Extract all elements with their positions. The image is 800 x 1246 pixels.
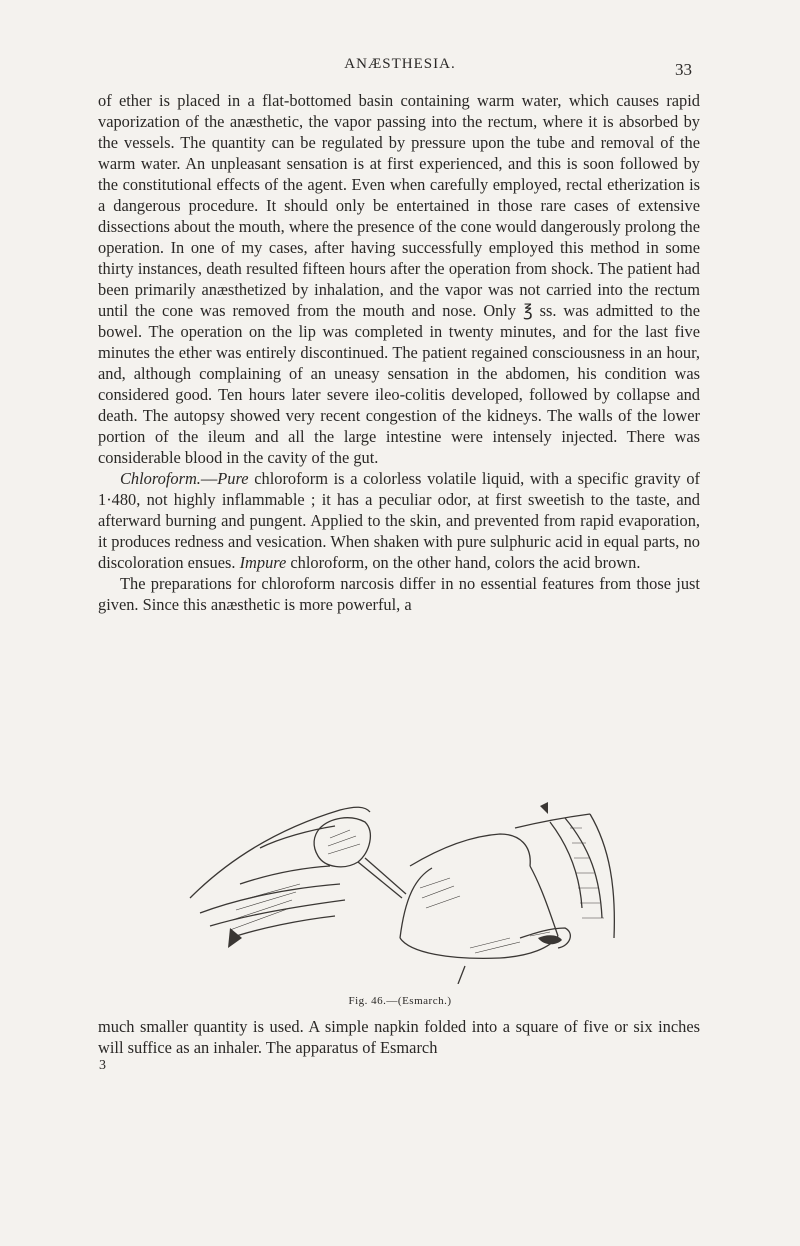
figure-esmarch-illustration	[170, 788, 630, 984]
main-text-continued	[98, 1016, 700, 1058]
paragraph-after-figure: much smaller quantity is used. A simple napkin folded into a square of five or six inches will suffice as an inhaler. The apparatus of Esmarch	[98, 1017, 700, 1057]
page-number: 33	[675, 60, 692, 79]
running-head: ANÆSTHESIA.	[344, 56, 456, 72]
main-text	[98, 90, 700, 615]
signature-mark: 3	[99, 1058, 106, 1073]
paragraph-chloroform	[98, 468, 700, 573]
esmarch-apparatus-illustration	[170, 788, 630, 984]
chloroform-heading: Chloroform.	[120, 469, 201, 488]
chloroform-dash: —	[200, 469, 218, 488]
pure-word: Pure	[217, 469, 249, 488]
chloroform-text-2: chloroform, on the other hand, colors the acid brown.	[286, 553, 641, 572]
paragraph-preparations: The preparations for chloroform narcosis differ in no essential features from those just given. Since this anæsthetic is more powerful, a	[98, 574, 700, 614]
figure-caption: Fig. 46.—(Esmarch.)	[348, 995, 452, 1007]
impure-word: Impure	[239, 553, 287, 572]
paragraph-rectal-etherization: of ether is placed in a flat-bottomed basin containing warm water, which causes rapid vaporization of the anæsthetic, the vapor passing into the rectum, where it is absorbed by the vessels. The quantity can be regulated by pressure upon the tube and removal of the warm water. An unpleasant sensation is at first experienced, and this is soon followed by the constitutional effects of the agent. Even when carefully employed, rectal etherization is a dangerous procedure. It should only be entertained in those rare cases of extensive dissections about the mouth, where the presence of the cone would dangerously prolong the operation. In one of my cases, after having successfully employed this method in some thirty instances, death resulted fifteen hours after the operation from shock. The patient had been primarily anæsthetized by inhalation, and the vapor was not carried into the rectum until the cone was removed from the mouth and nose. Only ℥ ss. was admitted to the bowel. The operation on the lip was completed in twenty minutes, and for the last five minutes the ether was entirely discontinued. The patient regained consciousness in an hour, and, although complaining of an uneasy sensation in the abdomen, his condition was considered good. Ten hours later severe ileo-colitis developed, followed by collapse and death. The autopsy showed very recent congestion of the kidneys. The walls of the lower portion of the ileum and all the large intestine were intensely injected. There was considerable blood in the cavity of the gut.	[98, 91, 700, 467]
chloroform-text-1: chloroform is a colorless volatile liquid, with a specific gravity of 1·480, not highly inflammable ; it has a peculiar odor, at first sweetish to the taste, and afterward burning and pungent. Applied to the skin, and prevented from rapid evaporation, it produces redness and vesication. When shaken with pure sulphuric acid in equal parts, no discoloration ensues.	[98, 469, 700, 572]
